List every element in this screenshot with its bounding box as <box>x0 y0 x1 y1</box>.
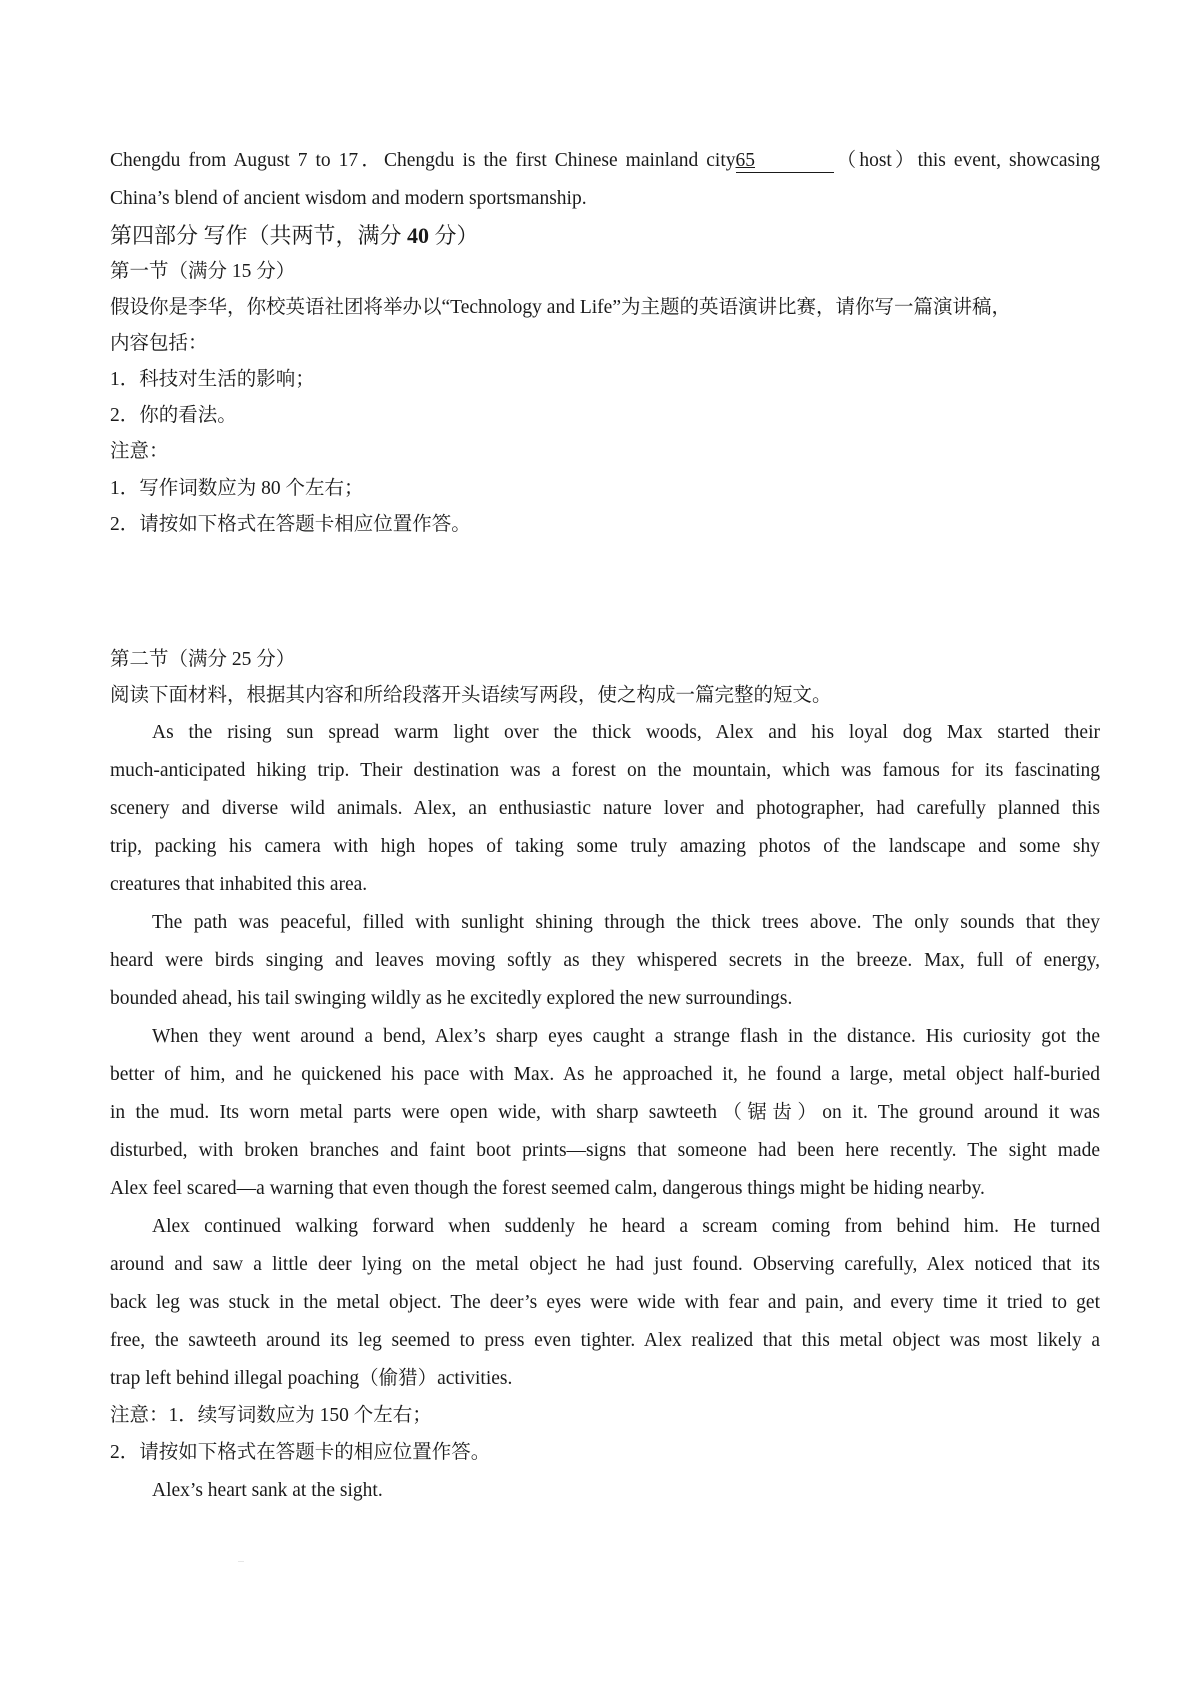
blank-number: 65 <box>735 150 755 171</box>
p3-line-2: better of him, and he quickened his pace with Max. As he approached it, he found a large, metal object half-buried <box>110 1064 1100 1085</box>
p3-line-5: Alex feel scared—a warning that even though the forest seemed calm, dangerous things might be hiding nearby. <box>110 1178 985 1199</box>
p1-line-1: As the rising sun spread warm light over the thick woods, Alex and his loyal dog Max started their <box>152 722 1100 743</box>
continuation-opening: Alex’s heart sank at the sight. <box>152 1480 383 1501</box>
section1-prompt-line-1: 假设你是李华，你校英语社团将举办以“Technology and Life”为主题的英语演讲比赛，请你写一篇演讲稿， <box>110 297 1011 318</box>
p3-line-3: in the mud. Its worn metal parts were open wide, with sharp sawteeth（锯齿）on it. The ground around it was <box>110 1102 1100 1123</box>
section1-prompt-line-2: 内容包括： <box>110 333 208 354</box>
scan-speck <box>238 1561 244 1562</box>
part4-heading-score: 40 <box>407 223 430 248</box>
intro-line-1 <box>110 146 1100 176</box>
p2-line-3: bounded ahead, his tail swinging wildly as he excitedly explored the new surroundings. <box>110 988 793 1009</box>
p4-line-5: trap left behind illegal poaching（偷猎）activities. <box>110 1368 513 1389</box>
intro-text-after-blank: （host）this event, showcasing <box>833 150 1100 171</box>
p4-line-1: Alex continued walking forward when suddenly he heard a scream coming from behind him. He turned <box>152 1216 1100 1237</box>
p3-line-1: When they went around a bend, Alex’s sharp eyes caught a strange flash in the distance. His curiosity got the <box>152 1026 1100 1047</box>
p3-line-4: disturbed, with broken branches and faint boot prints—signs that someone had been here recently. The sight made <box>110 1140 1100 1161</box>
intro-text-before-blank: Chengdu from August 7 to 17．Chengdu is the first Chinese mainland city <box>110 150 736 171</box>
section1-point-2: 2．你的看法。 <box>110 405 237 426</box>
section2-title: 第二节（满分 25 分） <box>110 649 296 670</box>
blank-65 <box>736 150 834 173</box>
section1-point-1: 1．科技对生活的影响； <box>110 369 315 390</box>
section2-note-2: 2．请按如下格式在答题卡的相应位置作答。 <box>110 1442 491 1463</box>
p4-line-4: free, the sawteeth around its leg seemed to press even tighter. Alex realized that this metal object was most likely a <box>110 1330 1100 1351</box>
p1-line-5: creatures that inhabited this area. <box>110 874 368 895</box>
p2-line-1: The path was peaceful, filled with sunlight shining through the thick trees above. The only sounds that they <box>152 912 1100 933</box>
section1-note-label: 注意： <box>110 441 169 462</box>
p1-line-3: scenery and diverse wild animals. Alex, an enthusiastic nature lover and photographer, had carefully planned this <box>110 798 1100 819</box>
section1-title: 第一节（满分 15 分） <box>110 261 296 282</box>
section1-note-2: 2．请按如下格式在答题卡相应位置作答。 <box>110 514 471 535</box>
p1-line-2: much-anticipated hiking trip. Their destination was a forest on the mountain, which was famous for its fascinating <box>110 760 1100 781</box>
p4-line-3: back leg was stuck in the metal object. The deer’s eyes were wide with fear and pain, and every time it tried to get <box>110 1292 1100 1313</box>
intro-line-2: China’s blend of ancient wisdom and modern sportsmanship. <box>110 188 587 209</box>
part4-heading-b: 分） <box>429 223 479 248</box>
section1-note-1: 1．写作词数应为 80 个左右； <box>110 478 364 499</box>
section2-instruction: 阅读下面材料，根据其内容和所给段落开头语续写两段，使之构成一篇完整的短文。 <box>110 685 832 706</box>
p1-line-4: trip, packing his camera with high hopes of taking some truly amazing photos of the landscape and some shy <box>110 836 1100 857</box>
p2-line-2: heard were birds singing and leaves moving softly as they whispered secrets in the breeze. Max, full of energy, <box>110 950 1100 971</box>
part4-heading-a: 第四部分 写作（共两节，满分 <box>110 223 408 248</box>
section2-note-1: 注意：1．续写词数应为 150 个左右； <box>110 1405 432 1426</box>
p4-line-2: around and saw a little deer lying on the metal object he had just found. Observing carefully, Alex noticed that its <box>110 1254 1100 1275</box>
part4-heading <box>110 221 1100 251</box>
